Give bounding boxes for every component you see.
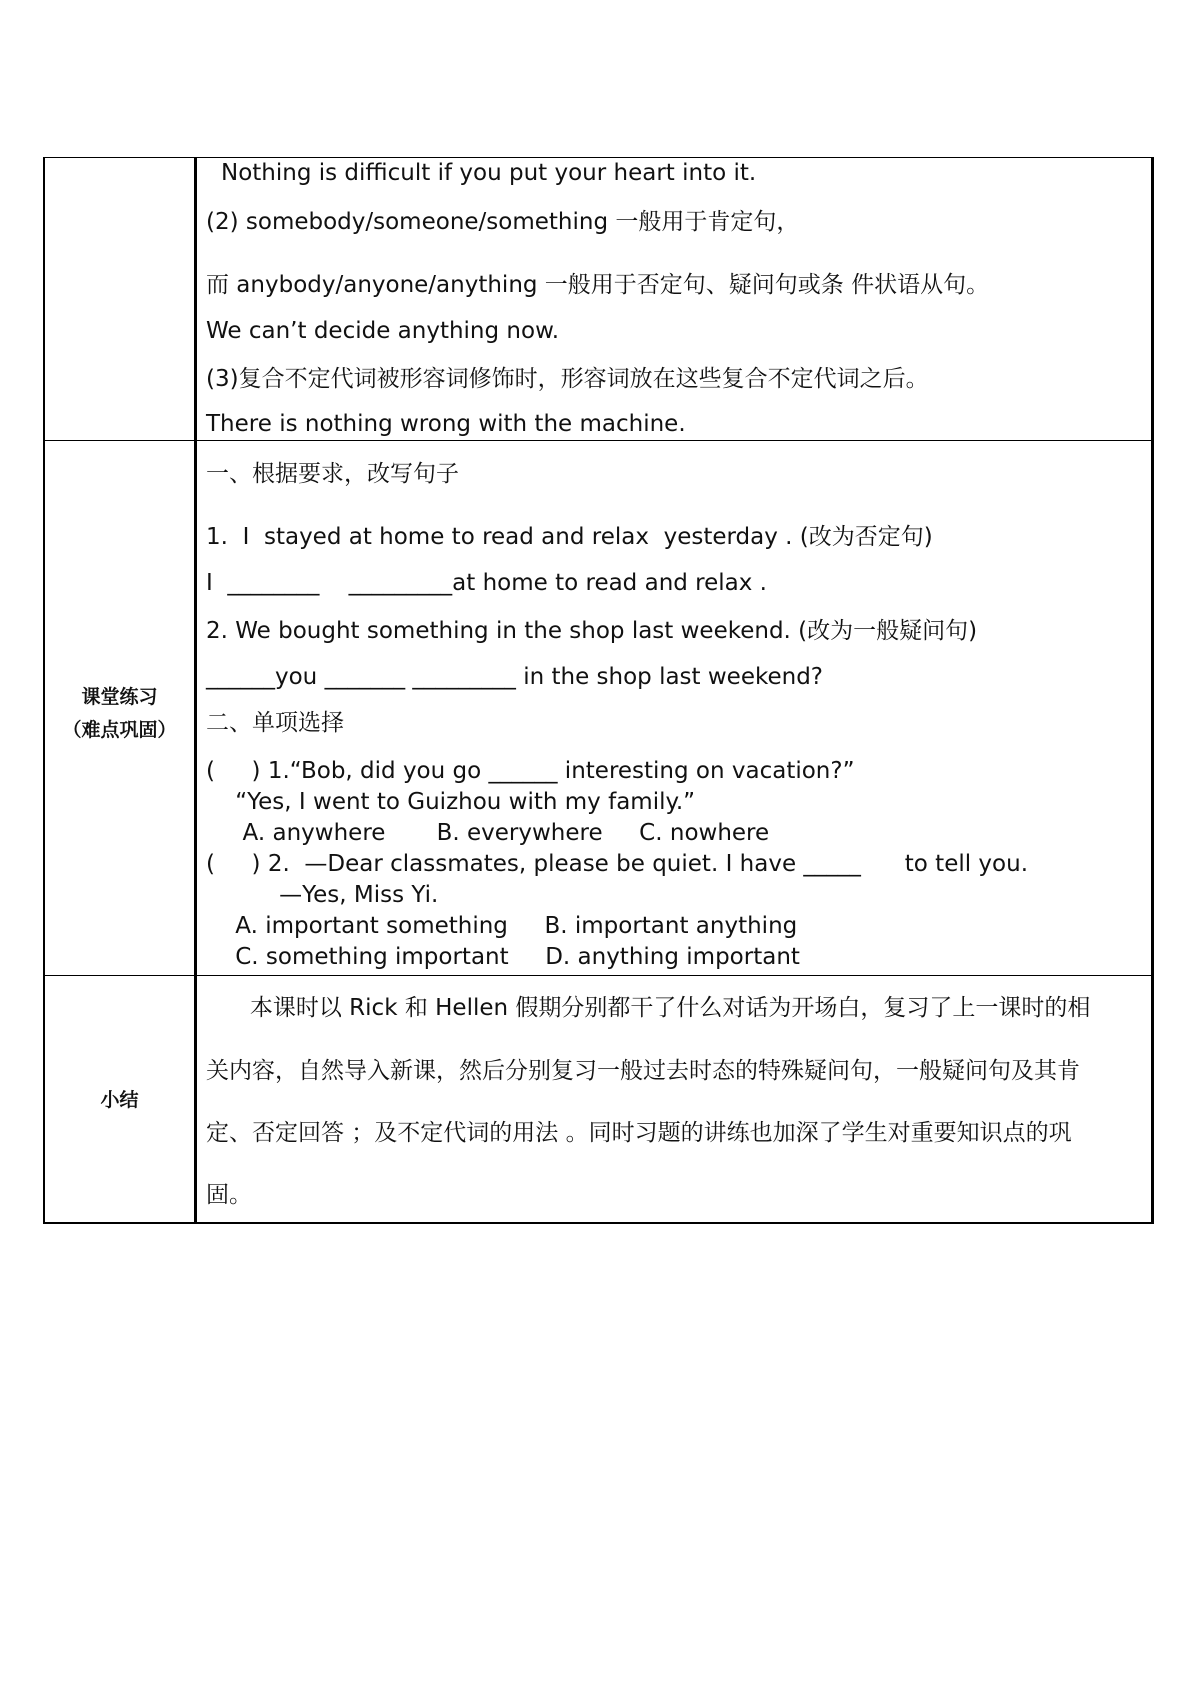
- summary-line: 定、否定回答 ；及不定代词的用法 。同时习题的讲练也加深了学生对重要知识点的巩: [206, 1120, 1072, 1146]
- practice-line: “Yes, I went to Guizhou with my family.”: [206, 789, 696, 815]
- summary-line: 关内容，自然导入新课，然后分别复习一般过去时态的特殊疑问句，一般疑问句及其肯: [206, 1058, 1080, 1084]
- row-divider-1: [45, 440, 1151, 441]
- practice-line: 一、根据要求，改写句子: [206, 461, 459, 487]
- practice-line: 二、单项选择: [206, 710, 344, 736]
- grammar-line: (3)复合不定代词被形容词修饰时，形容词放在这些复合不定代词之后。: [206, 366, 929, 392]
- grammar-line: (2) somebody/someone/something 一般用于肯定句，: [206, 209, 800, 235]
- practice-line: ______you _______ _________ in the shop last weekend?: [206, 664, 824, 690]
- summary-line: 本课时以 Rick 和 Hellen 假期分别都干了什么对话为开场白，复习了上一课时的相: [206, 995, 1091, 1021]
- grammar-line: 而 anybody/anyone/anything 一般用于否定句、疑问句或条 件状语从句。: [206, 272, 990, 298]
- practice-line: C. something important D. anything important: [206, 944, 800, 970]
- summary-label: 小结: [100, 1089, 139, 1111]
- practice-line: ( ) 2. —Dear classmates, please be quiet. I have _____ to tell you.: [206, 851, 1029, 877]
- practice-line: 1. I stayed at home to read and relax yesterday . (改为否定句): [206, 524, 933, 550]
- practice-label-line2: （难点巩固）: [62, 719, 177, 741]
- practice-line: —Yes, Miss Yi.: [206, 882, 439, 908]
- row-divider-2: [45, 975, 1151, 976]
- practice-line: A. anywhere B. everywhere C. nowhere: [206, 820, 770, 846]
- practice-line: I ________ _________at home to read and relax .: [206, 570, 767, 596]
- practice-line: A. important something B. important anything: [206, 913, 798, 939]
- column-divider: [194, 158, 197, 1222]
- grammar-line: There is nothing wrong with the machine.: [206, 411, 686, 437]
- practice-label: [45, 681, 194, 747]
- practice-line: ( ) 1.“Bob, did you go ______ interesting on vacation?”: [206, 758, 855, 784]
- summary-line: 固。: [206, 1182, 252, 1208]
- grammar-line: Nothing is difficult if you put your heart into it.: [221, 160, 757, 186]
- lesson-table: [43, 157, 1154, 1224]
- grammar-line: We can’t decide anything now.: [206, 318, 560, 344]
- practice-label-line1: 课堂练习: [81, 686, 158, 708]
- practice-line: 2. We bought something in the shop last weekend. (改为一般疑问句): [206, 618, 978, 644]
